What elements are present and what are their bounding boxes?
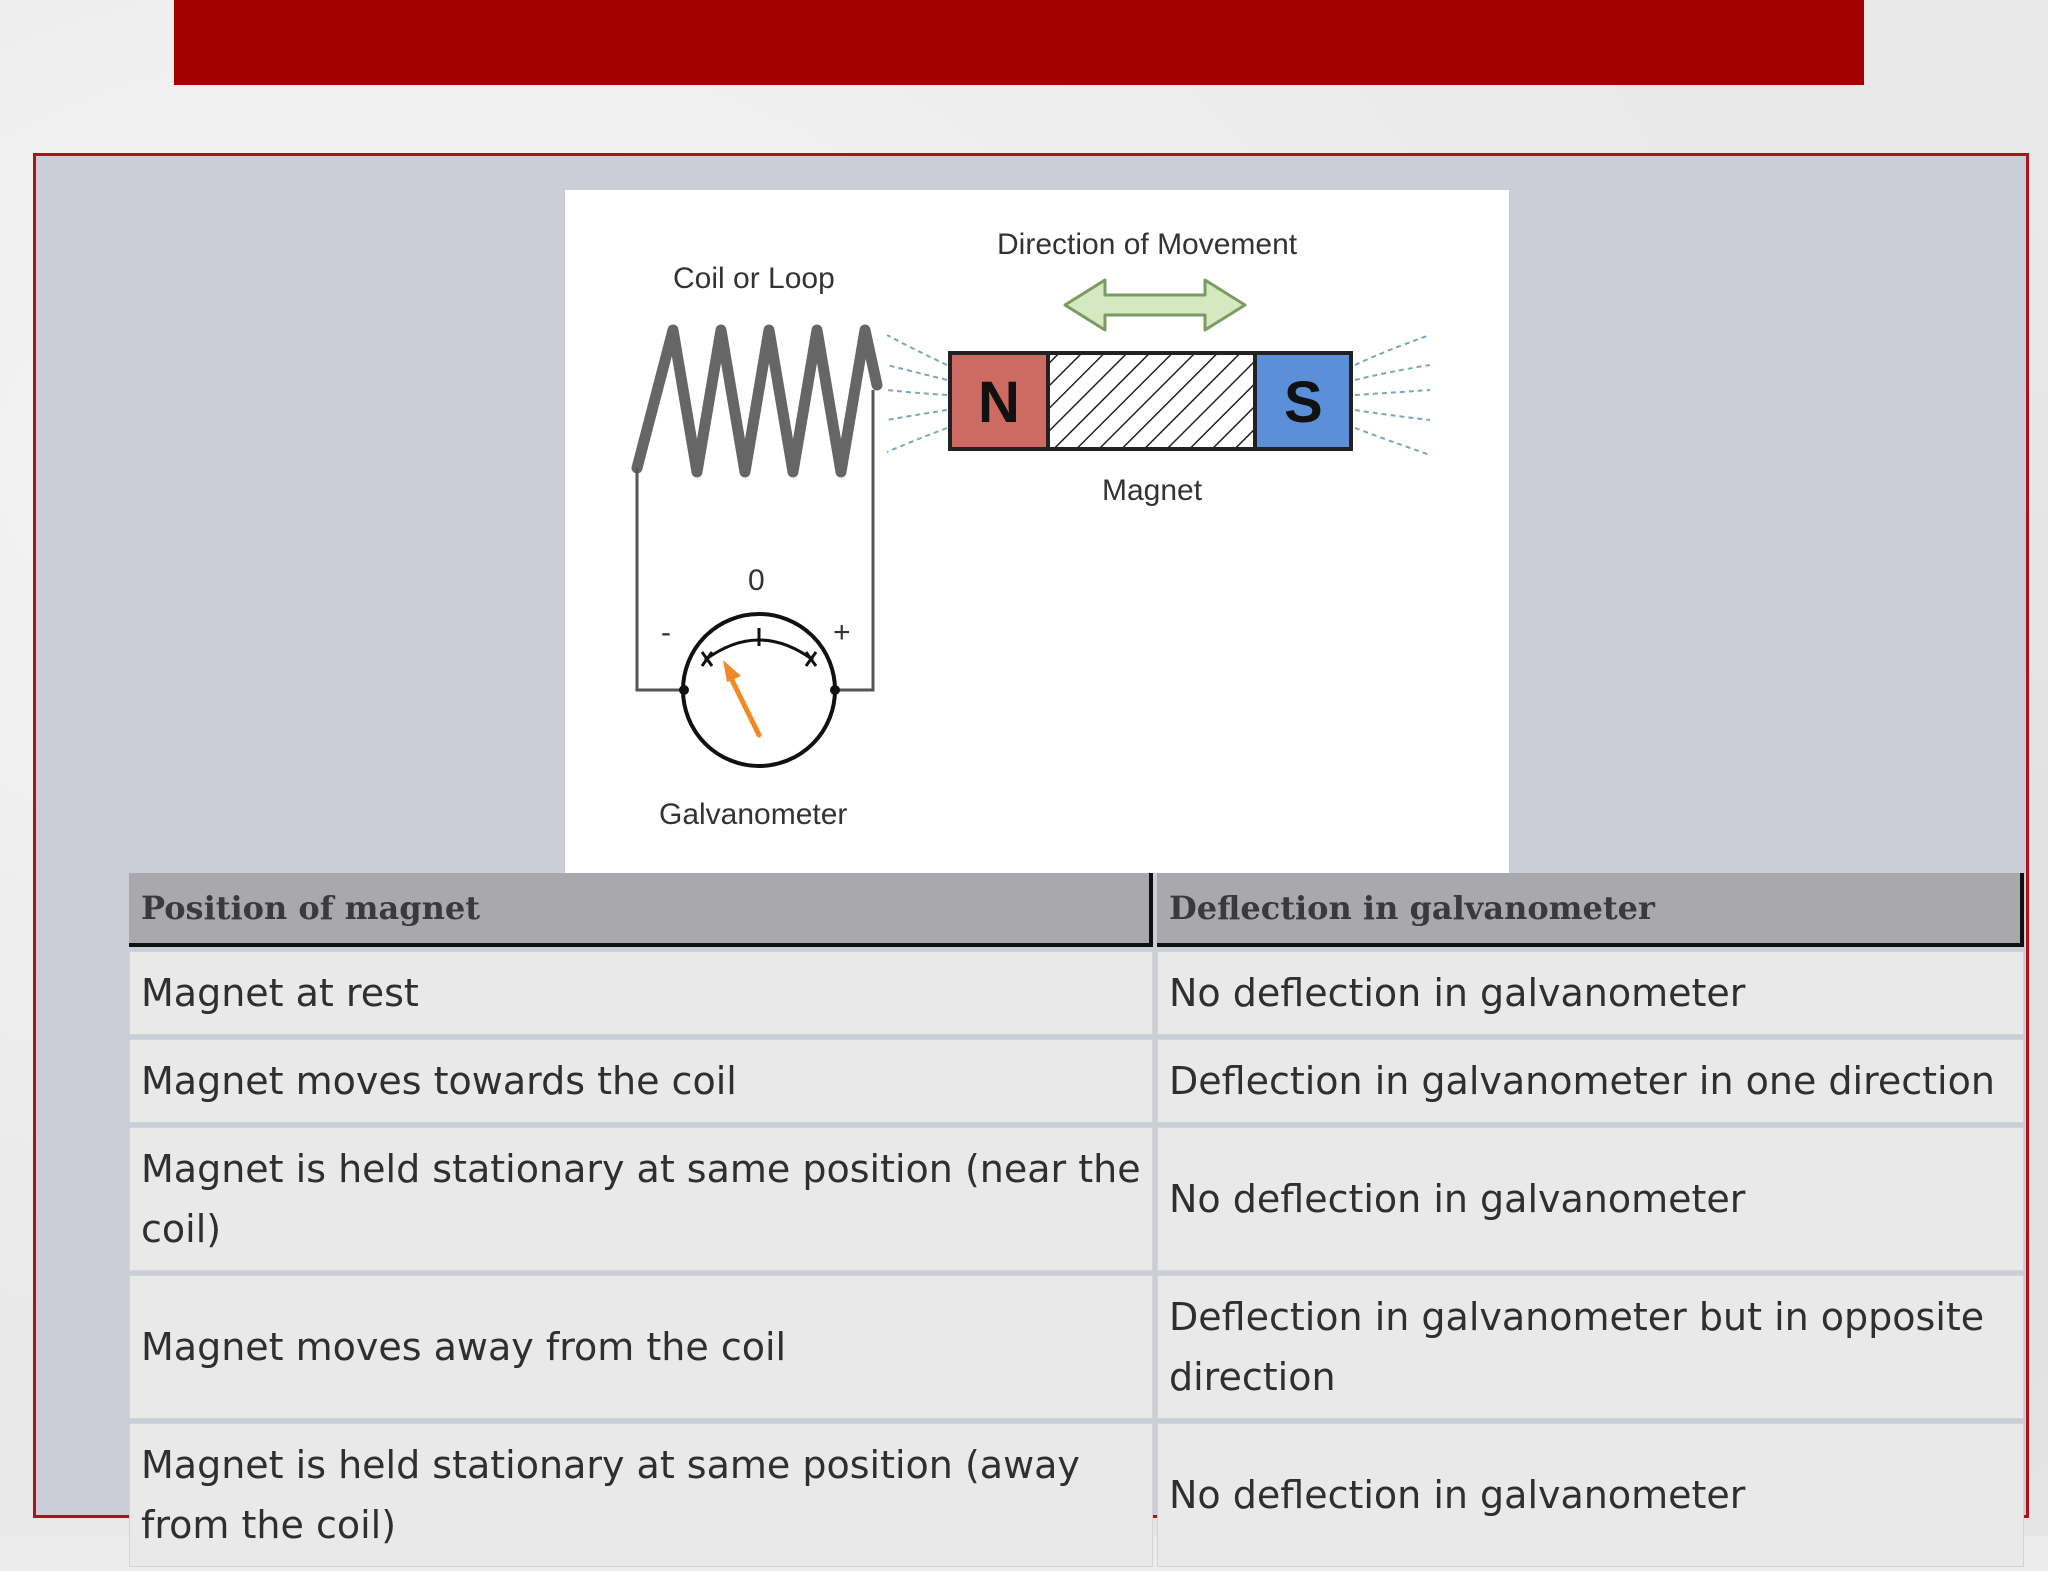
double-arrow-icon bbox=[1065, 280, 1245, 330]
position-cell: Magnet at rest bbox=[129, 951, 1153, 1035]
deflection-cell: Deflection in galvanometer in one direction bbox=[1157, 1039, 2024, 1123]
galvanometer-label: Galvanometer bbox=[659, 798, 848, 831]
coil-label: Coil or Loop bbox=[673, 262, 835, 295]
plus-label: + bbox=[833, 616, 851, 649]
galvanometer-icon bbox=[679, 614, 840, 766]
deflection-cell: No deflection in galvanometer bbox=[1157, 1423, 2024, 1567]
observation-table bbox=[125, 869, 2028, 1571]
field-lines-right-icon bbox=[1355, 335, 1430, 455]
position-cell: Magnet moves away from the coil bbox=[129, 1275, 1153, 1419]
north-pole-label: N bbox=[978, 370, 1020, 435]
direction-label: Direction of Movement bbox=[997, 228, 1298, 261]
position-cell: Magnet moves towards the coil bbox=[129, 1039, 1153, 1123]
zero-label: 0 bbox=[748, 564, 765, 597]
table-row bbox=[129, 1275, 2024, 1419]
electromagnetic-induction-diagram bbox=[565, 190, 1509, 873]
deflection-cell: No deflection in galvanometer bbox=[1157, 1127, 2024, 1271]
south-pole-label: S bbox=[1284, 370, 1323, 435]
table-row bbox=[129, 951, 2024, 1035]
table-row bbox=[129, 1039, 2024, 1123]
content-panel bbox=[33, 153, 2029, 1547]
column-header-position: Position of magnet bbox=[129, 873, 1153, 947]
title-bar bbox=[174, 0, 1864, 85]
column-header-deflection: Deflection in galvanometer bbox=[1157, 873, 2024, 947]
deflection-cell: Deflection in galvanometer but in opposite direction bbox=[1157, 1275, 2024, 1419]
deflection-cell: No deflection in galvanometer bbox=[1157, 951, 2024, 1035]
table-header-row bbox=[129, 873, 2024, 947]
position-cell: Magnet is held stationary at same position (near the coil) bbox=[129, 1127, 1153, 1271]
table-row bbox=[129, 1423, 2024, 1567]
table-row bbox=[129, 1127, 2024, 1271]
coil-icon bbox=[637, 330, 877, 472]
magnet-label: Magnet bbox=[1102, 474, 1203, 507]
position-cell: Magnet is held stationary at same position (away from the coil) bbox=[129, 1423, 1153, 1567]
minus-label: - bbox=[661, 616, 671, 649]
field-lines-left-icon bbox=[887, 335, 947, 452]
